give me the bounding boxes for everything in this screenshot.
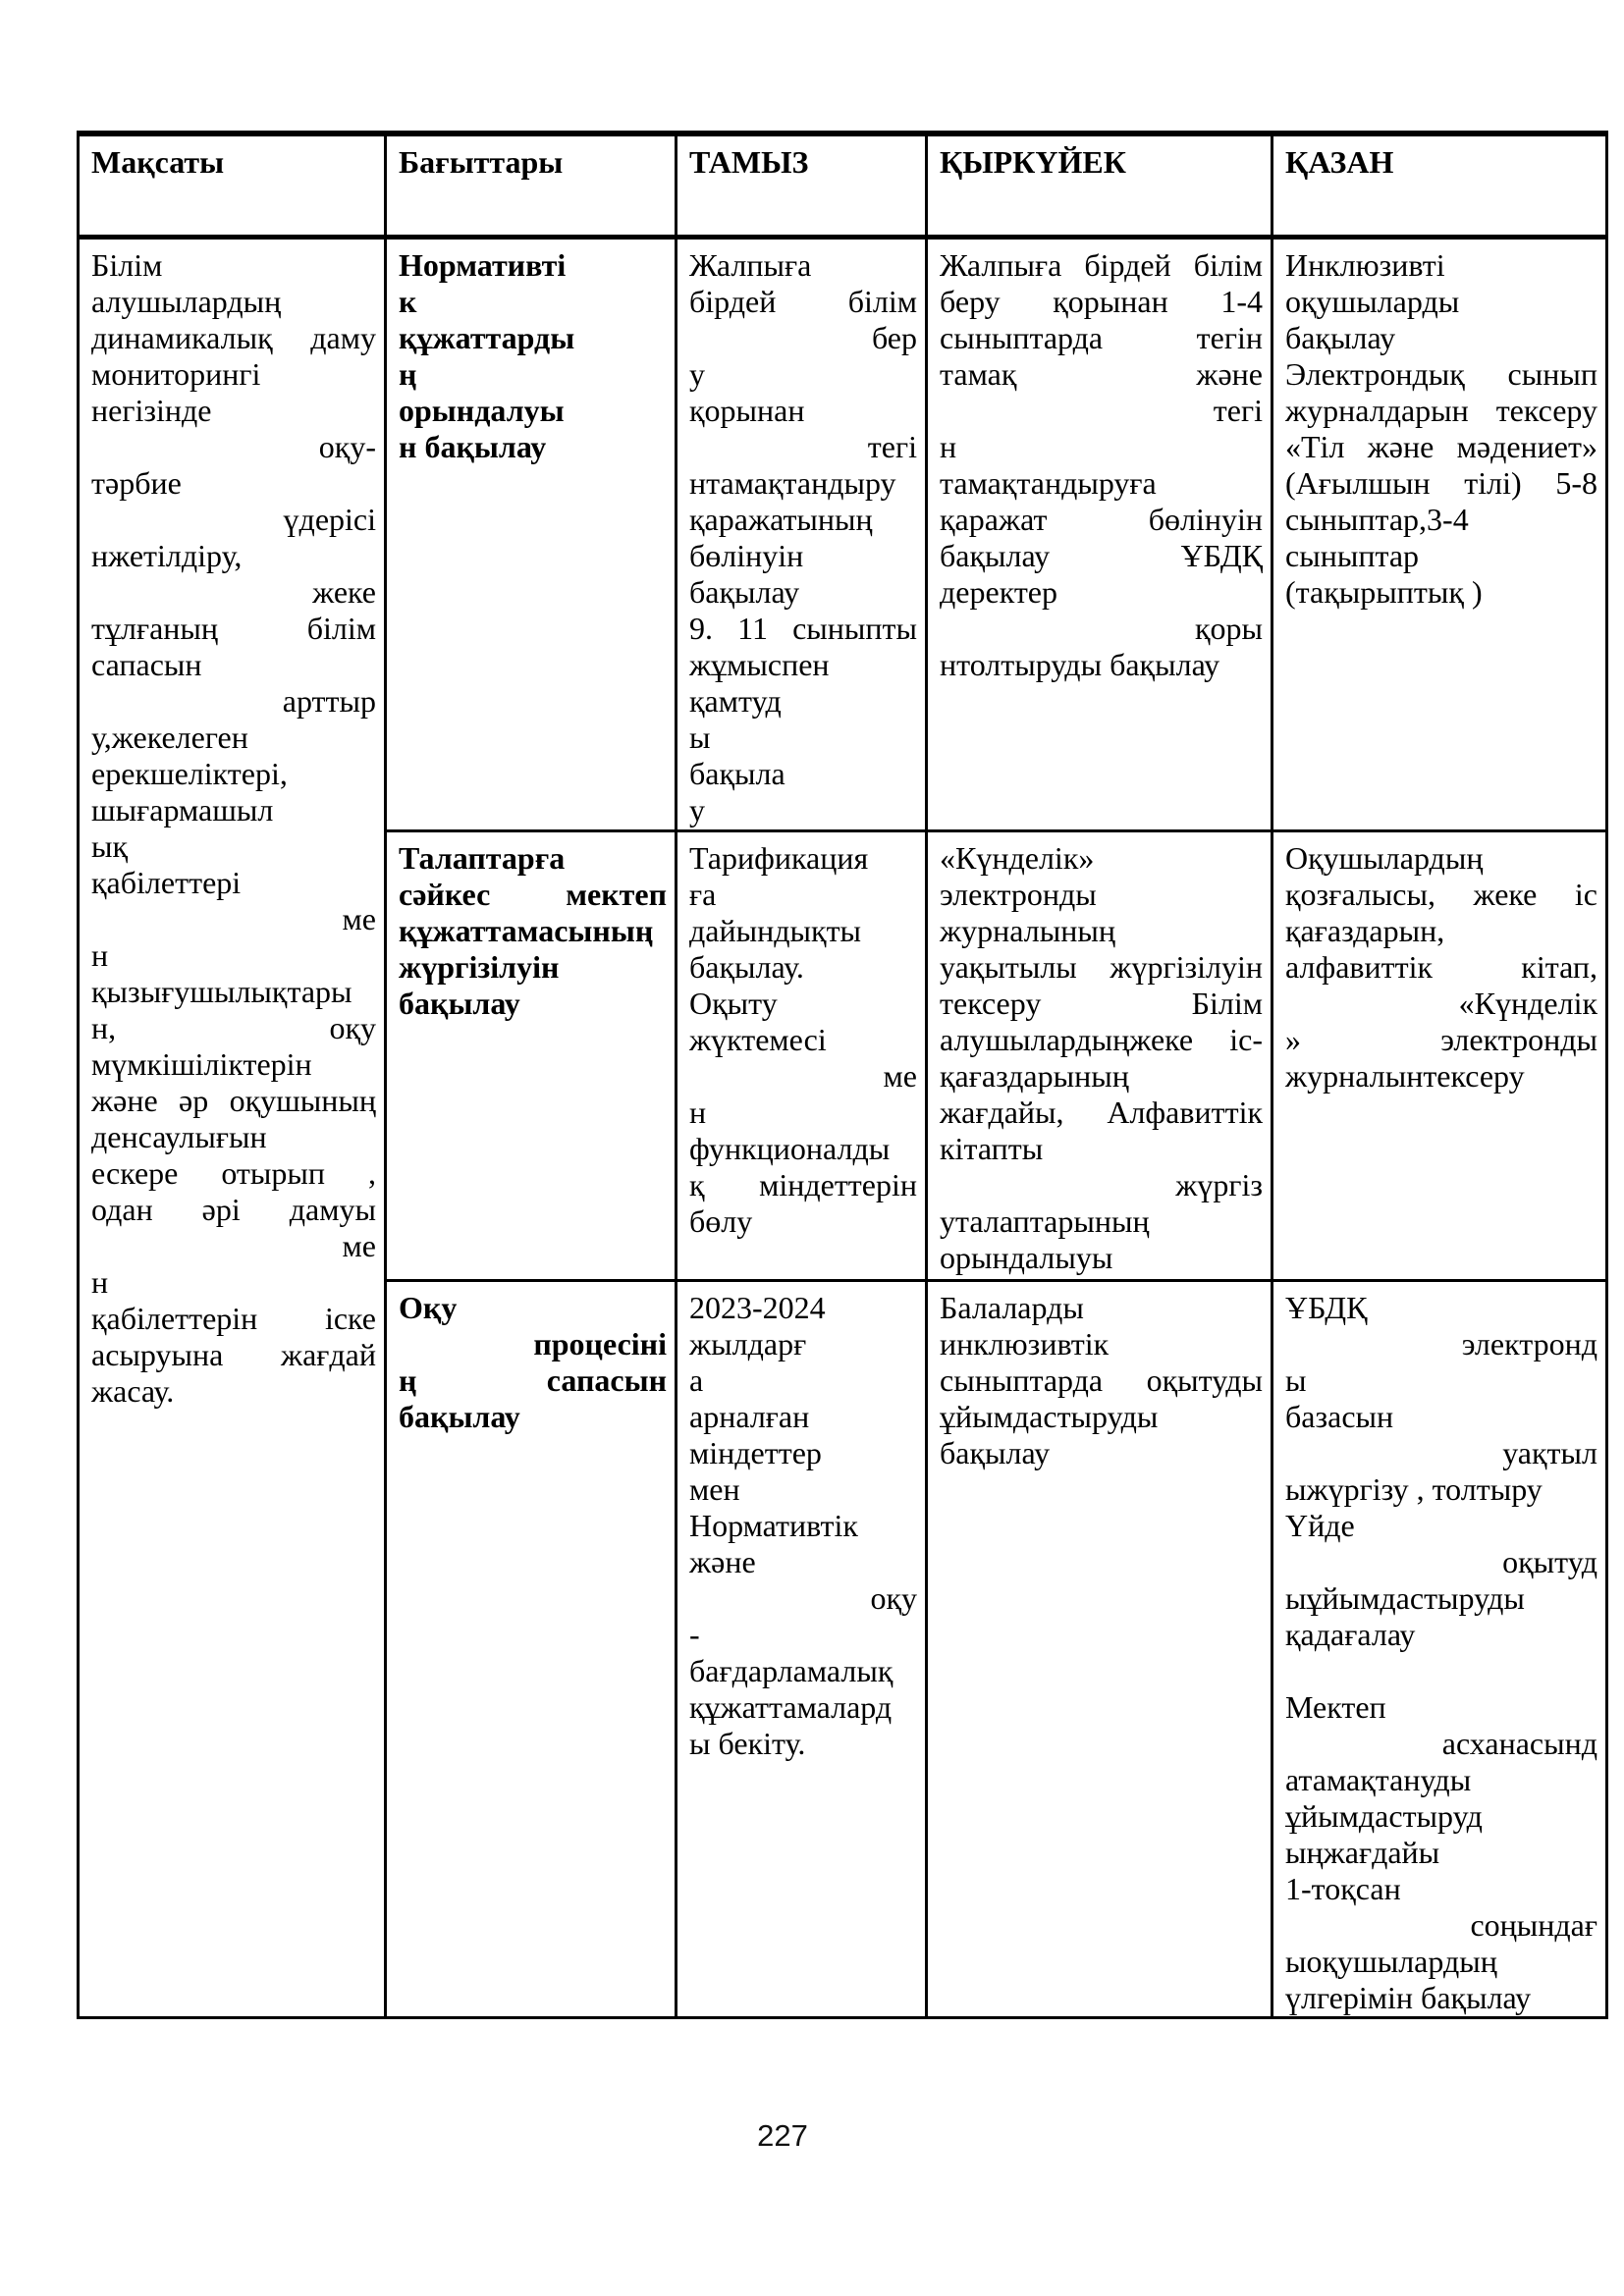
column-header-august: ТАМЫЗ: [677, 133, 927, 237]
direction-cell-row3: Оқу процесіні ң сапасын бақылау: [386, 1280, 677, 2017]
direction-cell-row1: Нормативті к құжаттарды ң орындалуы н бақылау: [386, 237, 677, 830]
goal-cell: Білім алушылардың динамикалық даму мониторингі негізінде оқу- тәрбие үдерісі нжетілдіру, жеке тұлғаның білім сапасын арттыр у,жекелеген ерекшеліктері, шығармашыл ық қабілеттері ме н қызығушылықтары н, оқу мүмкішіліктерін және әр оқушының денсаулығын ескере отырып , одан әрі дамуы ме н қабілеттерін іске асыруына жағдай жасау.: [79, 237, 386, 2017]
table-row-1: [79, 237, 1607, 830]
october-cell-row3: ҰБДҚ электронд ы базасын уақтыл ыжүргізу , толтыру Үйде оқытуд ыұйымдастыруды қадағалау Мектеп асханасынд атамақтануды ұйымдастыруд ыңжағдайы 1-тоқсан соңындағ ыоқушылардың үлгерімін бақылау: [1272, 1280, 1607, 2017]
september-cell-row1: Жалпыға бірдей білім беру қорынан 1-4 сыныптарда тегін тамақ және тегі н тамақтандыруға қаражат бөлінуін бақылау ҰБДҚ деректер қоры нтолтыруды бақылау: [927, 237, 1272, 830]
column-header-directions: Бағыттары: [386, 133, 677, 237]
august-cell-row1: Жалпыға бірдей білім бер у қорынан тегі нтамақтандыру қаражатының бөлінуін бақылау 9. 11 сыныпты жұмыспен қамтуд ы бақыла у: [677, 237, 927, 830]
column-header-september: ҚЫРКҮЙЕК: [927, 133, 1272, 237]
table-header-row: [79, 133, 1607, 237]
monthly-control-plan-table: [77, 131, 1608, 2019]
august-cell-row3: 2023-2024 жылдарғ а арналған міндеттер мен Нормативтік және оқу - бағдарламалық құжаттамалард ы бекіту.: [677, 1280, 927, 2017]
column-header-goal: Мақсаты: [79, 133, 386, 237]
september-cell-row3: Балаларды инклюзивтік сыныптарда оқытуды ұйымдастыруды бақылау: [927, 1280, 1272, 2017]
october-cell-row1: Инклюзивті оқушыларды бақылау Электрондық сынып журналдарын тексеру «Тіл және мәдениет» (Ағылшын тілі) 5-8 сыныптар,3-4 сыныптар (тақырыптық ): [1272, 237, 1607, 830]
page-number: 227: [757, 2118, 808, 2153]
column-header-october: ҚАЗАН: [1272, 133, 1607, 237]
direction-cell-row2: Талаптарға сәйкес мектеп құжаттамасының жүргізілуін бақылау: [386, 830, 677, 1280]
august-cell-row2: Тарификация ға дайындықты бақылау. Оқыту жүктемесі ме н функционалды қ міндеттерін бөлу: [677, 830, 927, 1280]
september-cell-row2: «Күнделік» электронды журналының уақытылы жүргізілуін тексеру Білім алушылардыңжеке іс- қағаздарының жағдайы, Алфавиттік кітапты жүргіз уталаптарының орындалыуы: [927, 830, 1272, 1280]
october-cell-row2: Оқушылардың қозғалысы, жеке іс қағаздарын, алфавиттік кітап, «Күнделік » электронды журналынтексеру: [1272, 830, 1607, 1280]
